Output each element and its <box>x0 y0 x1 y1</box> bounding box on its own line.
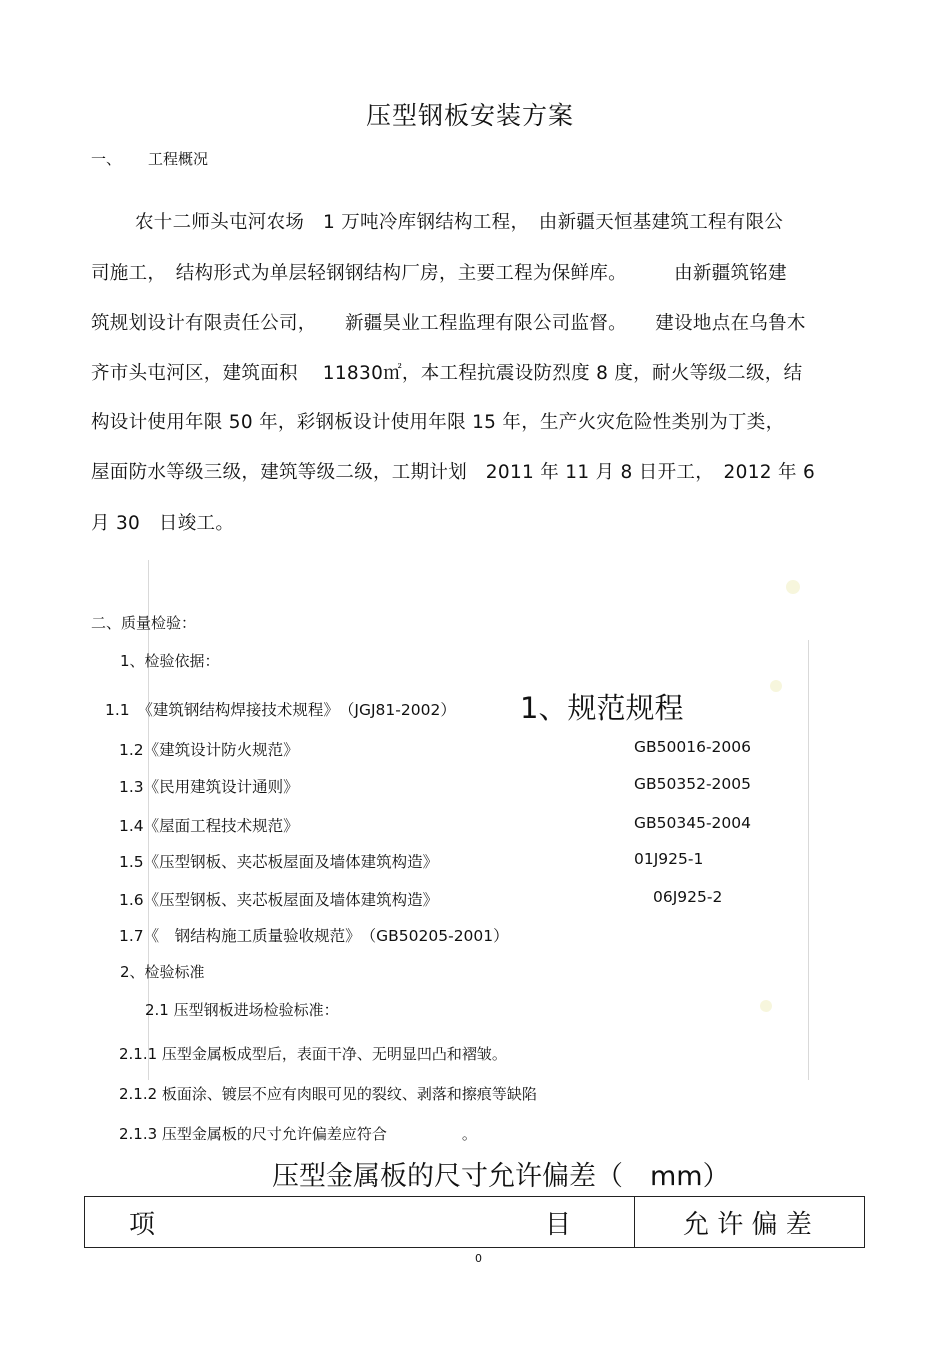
reference-item: 1.7《 钢结构施工质量验收规范》 （GB50205-2001） <box>119 927 509 945</box>
reference-code: GB50345-2004 <box>634 814 751 832</box>
paragraph-line: 屋面防水等级三级，建筑等级二级，工期计划 2011 年 11 月 8 日开工， 2012 年 6 <box>91 462 816 483</box>
scan-speck <box>770 680 782 692</box>
paragraph-line: 筑规划设计有限责任公司， 新疆昊业工程监理有限公司监督。 建设地点在乌鲁木 <box>91 313 806 334</box>
reference-code: 06J925-2 <box>653 888 723 906</box>
reference-item: 1.1 《建筑钢结构焊接技术规程》 （JGJ81-2002） <box>105 701 456 719</box>
paragraph-line: 司施工， 结构形式为单层轻钢钢结构厂房，主要工程为保鲜库。 由新疆筑铭建 <box>91 263 787 284</box>
page-number: 0 <box>475 1252 482 1265</box>
table-header-item-label: 项 目 <box>129 1209 572 1240</box>
paragraph-line: 农十二师头屯河农场 1 万吨冷库钢结构工程， 由新疆天恒基建筑工程有限公 <box>135 212 784 233</box>
reference-item: 1.2《建筑设计防火规范》 <box>119 741 299 759</box>
scan-line-right <box>808 640 809 1080</box>
basis-heading: 1、检验依据： <box>120 652 220 670</box>
standard-heading: 2、检验标准 <box>120 963 205 981</box>
section-1-number: 一、 <box>91 150 122 168</box>
reference-item: 1.4《屋面工程技术规范》 <box>119 817 299 835</box>
reference-item: 1.6《压型钢板、夹芯板屋面及墙体建筑构造》 <box>119 891 439 909</box>
standard-item: 2.1 压型钢板进场检验标准： <box>145 1001 339 1019</box>
deviation-table <box>84 1196 865 1248</box>
standard-item: 2.1.3 压型金属板的尺寸允许偏差应符合 。 <box>119 1125 477 1143</box>
section-1-heading: 工程概况 <box>148 150 209 168</box>
table-header-item <box>85 1197 635 1248</box>
paragraph-line: 月 30 日竣工。 <box>91 513 235 534</box>
paragraph-line: 构设计使用年限 50 年，彩钢板设计使用年限 15 年，生产火灾危险性类别为丁类， <box>91 412 785 433</box>
scan-speck <box>786 580 800 594</box>
reference-code: 01J925-1 <box>634 850 704 868</box>
table-title: 压型金属板的尺寸允许偏差（ mm） <box>272 1161 730 1192</box>
big-heading: 1、规范规程 <box>520 691 684 725</box>
table-header-row <box>85 1197 865 1248</box>
table-header-deviation-label: 允 许 偏 差 <box>683 1209 812 1240</box>
table-header-deviation <box>635 1197 865 1248</box>
reference-code: GB50016-2006 <box>634 738 751 756</box>
reference-item: 1.5《压型钢板、夹芯板屋面及墙体建筑构造》 <box>119 853 439 871</box>
paragraph-line: 齐市头屯河区，建筑面积 11830㎡，本工程抗震设防烈度 8 度，耐火等级二级，结 <box>91 363 803 384</box>
reference-item: 1.3《民用建筑设计通则》 <box>119 778 299 796</box>
standard-item: 2.1.1 压型金属板成型后，表面干净、无明显凹凸和褶皱。 <box>119 1045 507 1063</box>
standard-item: 2.1.2 板面涂、镀层不应有肉眼可见的裂纹、剥落和擦痕等缺陷 <box>119 1085 537 1103</box>
scan-speck <box>760 1000 772 1012</box>
section-2-heading: 二、质量检验： <box>91 614 197 632</box>
reference-code: GB50352-2005 <box>634 775 751 793</box>
document-title: 压型钢板安装方案 <box>365 101 574 130</box>
